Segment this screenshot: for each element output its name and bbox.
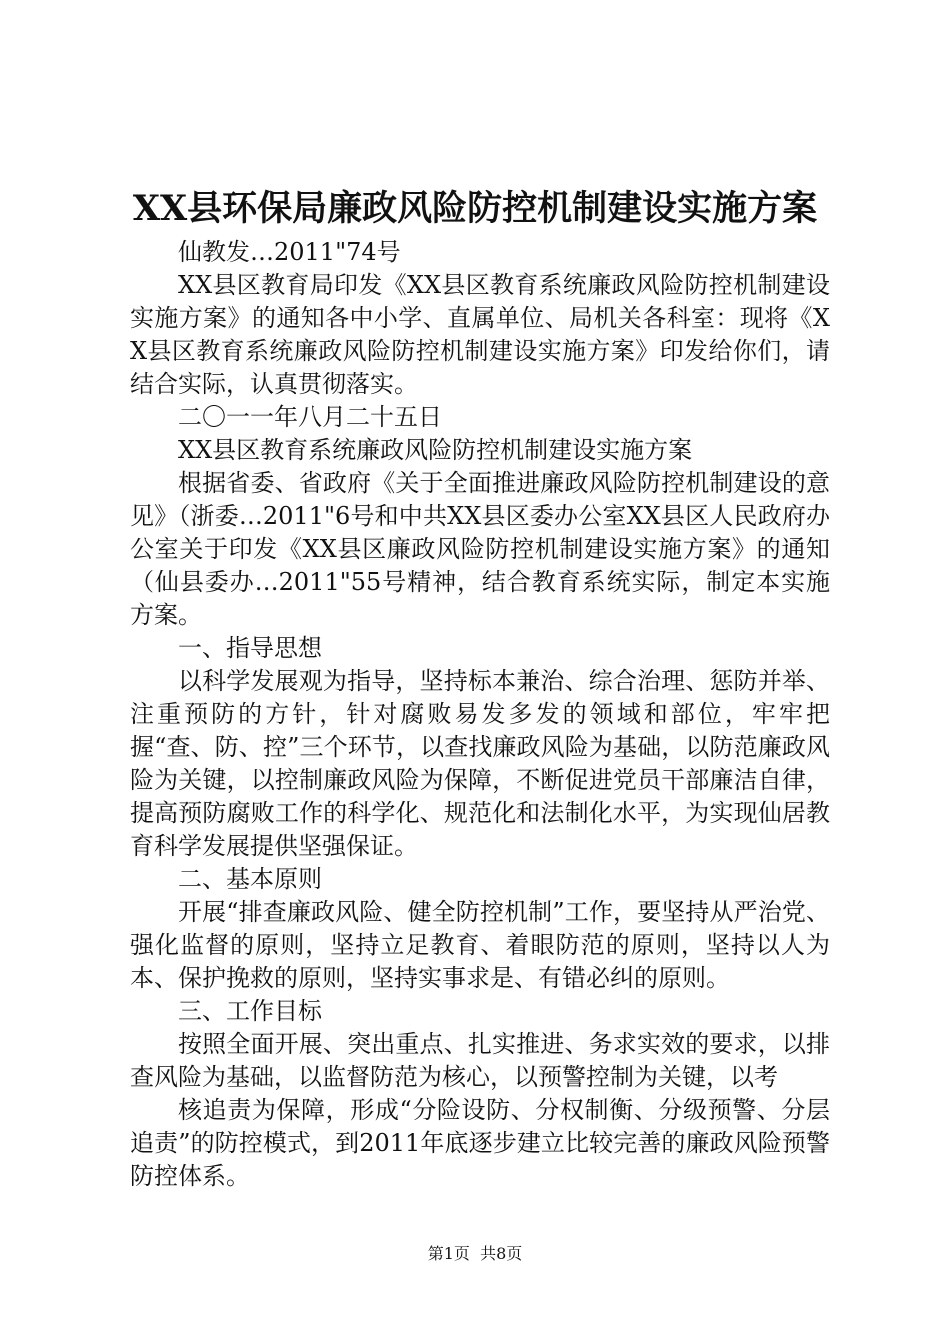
guiding-ideology-paragraph: 以科学发展观为指导，坚持标本兼治、综合治理、惩防并举、注重预防的方针，针对腐败易发多发的领域和部位，牢牢把握“查、防、控”三个环节，以查找廉政风险为基础，以防范廉政风险为关键，以控制廉政风险为保障，不断促进党员干部廉洁自律，提高预防腐败工作的科学化、规范化和法制化水平，为实现仙居教育科学发展提供坚强保证。 xyxy=(130,667,830,860)
document-body xyxy=(130,236,830,1193)
section-heading-work-goals: 三、工作目标 xyxy=(178,997,322,1025)
section-heading-basic-principles: 二、基本原则 xyxy=(178,865,322,893)
section-heading-guiding-ideology: 一、指导思想 xyxy=(178,634,322,662)
document-number: 仙教发…2011"74号 xyxy=(178,238,401,266)
page-footer: 第1页 共8页 xyxy=(427,1244,523,1263)
work-goals-paragraph-continued: 核追责为保障，形成“分险设防、分权制衡、分级预警、分层追责”的防控模式，到2011年底逐步建立比较完善的廉政风险预警防控体系。 xyxy=(130,1096,830,1190)
basic-principles-paragraph: 开展“排查廉政风险、健全防控机制”工作，要坚持从严治党、强化监督的原则，坚持立足教育、着眼防范的原则，坚持以人为本、保护挽救的原则，坚持实事求是、有错必纠的原则。 xyxy=(130,898,830,992)
basis-paragraph: 根据省委、省政府《关于全面推进廉政风险防控机制建设的意见》（浙委…2011"6号和中共XX县区委办公室XX县区人民政府办公室关于印发《XX县区廉政风险防控机制建设实施方案》的通知（仙县委办…2011"55号精神，结合教育系统实际，制定本实施方案。 xyxy=(130,469,830,629)
work-goals-paragraph: 按照全面开展、突出重点、扎实推进、务求实效的要求，以排查风险为基础，以监督防范为核心，以预警控制为关键，以考 xyxy=(130,1030,830,1091)
document-title: XX县环保局廉政风险防控机制建设实施方案 xyxy=(132,188,818,229)
issue-date: 二〇一一年八月二十五日 xyxy=(178,403,442,431)
notice-paragraph: XX县区教育局印发《XX县区教育系统廉政风险防控机制建设实施方案》的通知各中小学、直属单位、局机关各科室：现将《XX县区教育系统廉政风险防控机制建设实施方案》印发给你们，请结合实际，认真贯彻落实。 xyxy=(130,271,830,398)
plan-subtitle: XX县区教育系统廉政风险防控机制建设实施方案 xyxy=(178,436,693,464)
